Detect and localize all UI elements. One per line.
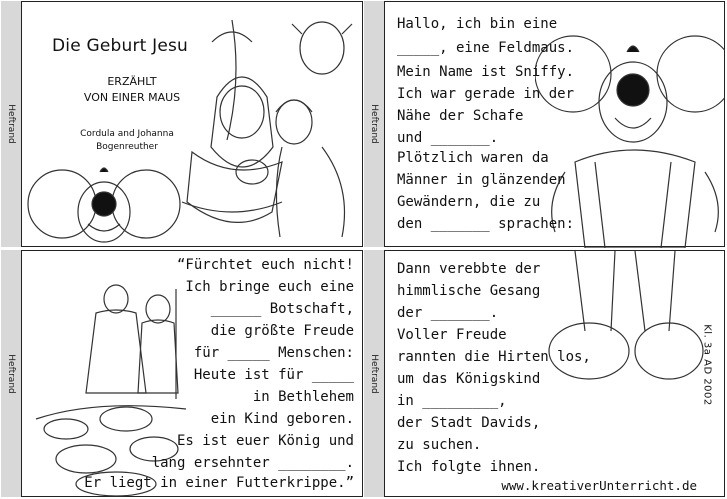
page4-line-4: Voller Freude <box>397 327 507 343</box>
page2-line-9: Gewändern, die zu <box>397 194 541 210</box>
mouse-head-drawing <box>24 152 184 247</box>
page2-line-5: Nähe der Schafe <box>397 108 524 124</box>
cover-authors-line2: Bogenreuther <box>96 142 158 152</box>
cover-authors-line1: Cordula and Johanna <box>80 129 174 139</box>
page2-line-7: Plötzlich waren da <box>397 150 549 166</box>
page4-line-8: der Stadt Davids, <box>397 415 541 431</box>
page4-line-3: der _______. <box>397 305 499 321</box>
binding-label: Heftrand <box>369 353 379 394</box>
binding-strip-3 <box>1 250 21 497</box>
page3-line-7: in Bethlehem <box>252 389 354 405</box>
story-panel-3 <box>21 250 363 497</box>
page4-line-7: in _________, <box>397 393 507 409</box>
page3-line-3: ______ Botschaft, <box>210 301 354 317</box>
page4-line-6: um das Königskind <box>397 371 541 387</box>
mouse-legs-drawing <box>545 251 705 401</box>
page4-line-10: Ich folgte ihnen. <box>397 459 541 475</box>
cover-subtitle-1: ERZÄHLT <box>107 75 157 88</box>
page2-line-1: Hallo, ich bin eine <box>397 16 558 32</box>
cover-title: Die Geburt Jesu <box>52 36 189 56</box>
page3-line-8: ein Kind geboren. <box>210 411 354 427</box>
story-panel-2 <box>384 1 725 247</box>
story-panel-4 <box>384 250 725 497</box>
class-note: Kl. 3a AD 2002 <box>701 324 713 406</box>
nativity-drawing <box>172 12 362 246</box>
page2-line-10: den _______ sprachen: <box>397 216 575 232</box>
page2-line-6: und _______. <box>397 130 499 146</box>
cover-subtitle-2: VON EINER MAUS <box>83 91 181 104</box>
page3-line-1: “Fürchtet euch nicht! <box>176 257 354 273</box>
page3-line-2: Ich bringe euch eine <box>185 279 354 295</box>
page2-line-2: _____, eine Feldmaus. <box>397 40 575 56</box>
binding-label: Heftrand <box>6 104 16 144</box>
page3-line-4: die größte Freude <box>210 323 354 339</box>
binding-strip-1 <box>1 1 21 247</box>
binding-strip-4 <box>364 250 384 497</box>
page3-line-9: Es ist euer König und <box>176 433 354 449</box>
binding-strip-2 <box>364 1 384 247</box>
page2-line-4: Ich war gerade in der <box>397 86 575 102</box>
binding-label: Heftrand <box>369 104 379 144</box>
page2-line-3: Mein Name ist Sniffy. <box>397 64 575 80</box>
binding-label: Heftrand <box>6 353 16 394</box>
page4-line-2: himmlische Gesang <box>397 283 541 299</box>
page4-line-5: rannten die Hirten los, <box>397 349 591 365</box>
footer-url[interactable]: www.kreativerUnterricht.de <box>501 478 697 493</box>
cover-panel <box>21 1 363 247</box>
page2-line-8: Männer in glänzenden <box>397 172 566 188</box>
page4-line-9: zu suchen. <box>397 437 482 453</box>
page4-line-1: Dann verebbte der <box>397 261 541 277</box>
page3-line-5: für _____ Menschen: <box>193 345 354 361</box>
page3-line-6: Heute ist für _____ <box>193 367 354 383</box>
page3-line-11: Er liegt in einer Futterkrippe.” <box>84 475 354 491</box>
page3-line-10: lang ersehnter ________. <box>151 455 354 471</box>
